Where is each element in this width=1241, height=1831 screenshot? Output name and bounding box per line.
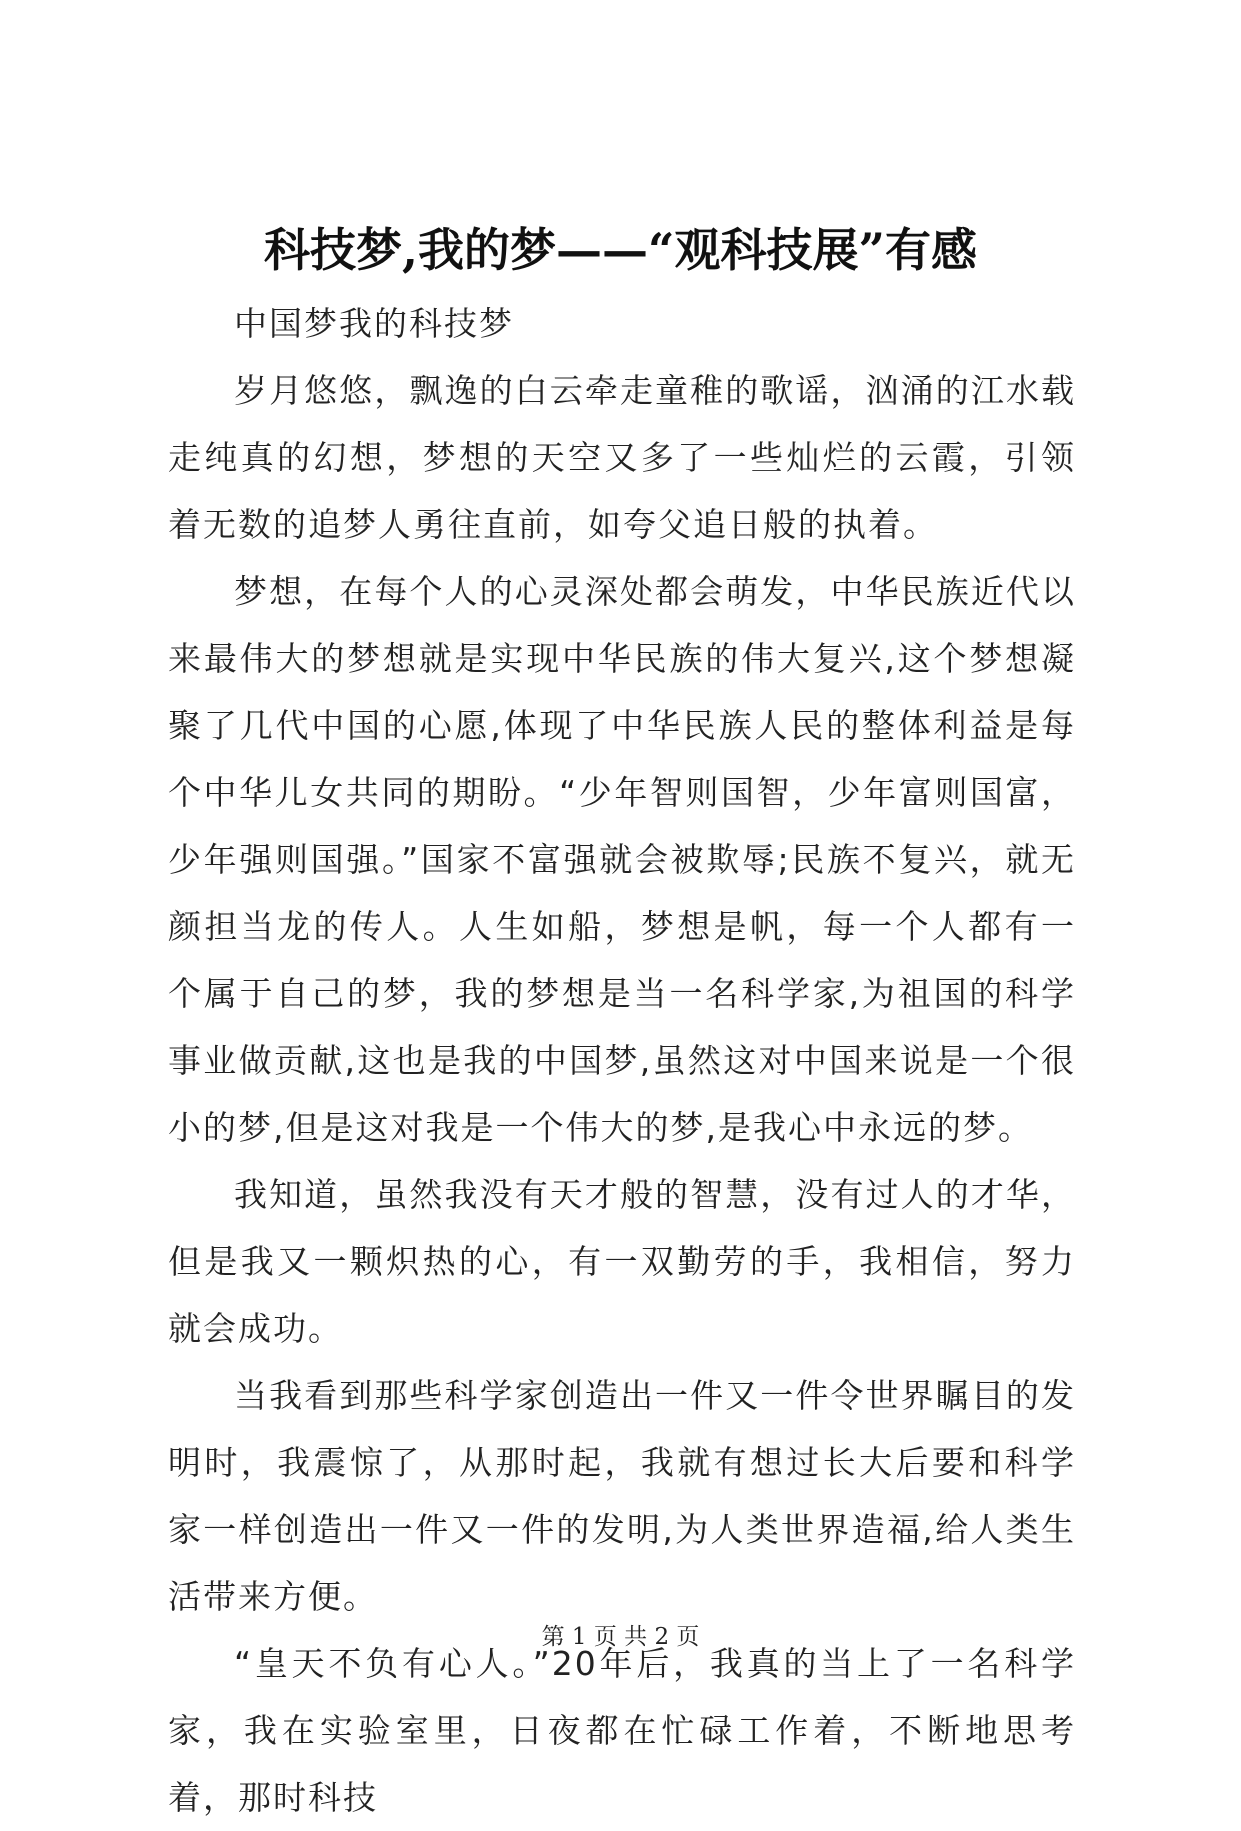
subtitle: 中国梦我的科技梦 <box>234 304 514 343</box>
paragraph: 当我看到那些科学家创造出一件又一件令世界瞩目的发明时，我震惊了，从那时起，我就有想过长大后要和科学家一样创造出一件又一件的发明,为人类世界造福,给人类生活带来方便。 <box>168 1376 1076 1616</box>
page-footer: 第 1 页 共 2 页 <box>541 1624 700 1650</box>
paragraph: 我知道，虽然我没有天才般的智慧，没有过人的才华，但是我又一颗炽热的心，有一双勤劳的手，我相信，努力就会成功。 <box>168 1175 1076 1348</box>
document-body <box>168 290 1076 1831</box>
document-title: 科技梦,我的梦——“观科技展”有感 <box>264 223 977 277</box>
paragraph: 岁月悠悠，飘逸的白云牵走童稚的歌谣，汹涌的江水载走纯真的幻想，梦想的天空又多了一些灿烂的云霞，引领着无数的追梦人勇往直前，如夸父追日般的执着。 <box>168 371 1076 544</box>
paragraph: 梦想，在每个人的心灵深处都会萌发，中华民族近代以来最伟大的梦想就是实现中华民族的伟大复兴,这个梦想凝聚了几代中国的心愿,体现了中华民族人民的整体利益是每个中华儿女共同的期盼。“少年智则国智，少年富则国富，少年强则国强。”国家不富强就会被欺辱;民族不复兴，就无颜担当龙的传人。人生如船，梦想是帆，每一个人都有一个属于自己的梦，我的梦想是当一名科学家,为祖国的科学事业做贡献,这也是我的中国梦,虽然这对中国来说是一个很小的梦,但是这对我是一个伟大的梦,是我心中永远的梦。 <box>168 572 1076 1147</box>
paragraph: “皇天不负有心人。”20年后，我真的当上了一名科学家，我在实验室里，日夜都在忙碌工作着，不断地思考着，那时科技 <box>168 1644 1076 1817</box>
